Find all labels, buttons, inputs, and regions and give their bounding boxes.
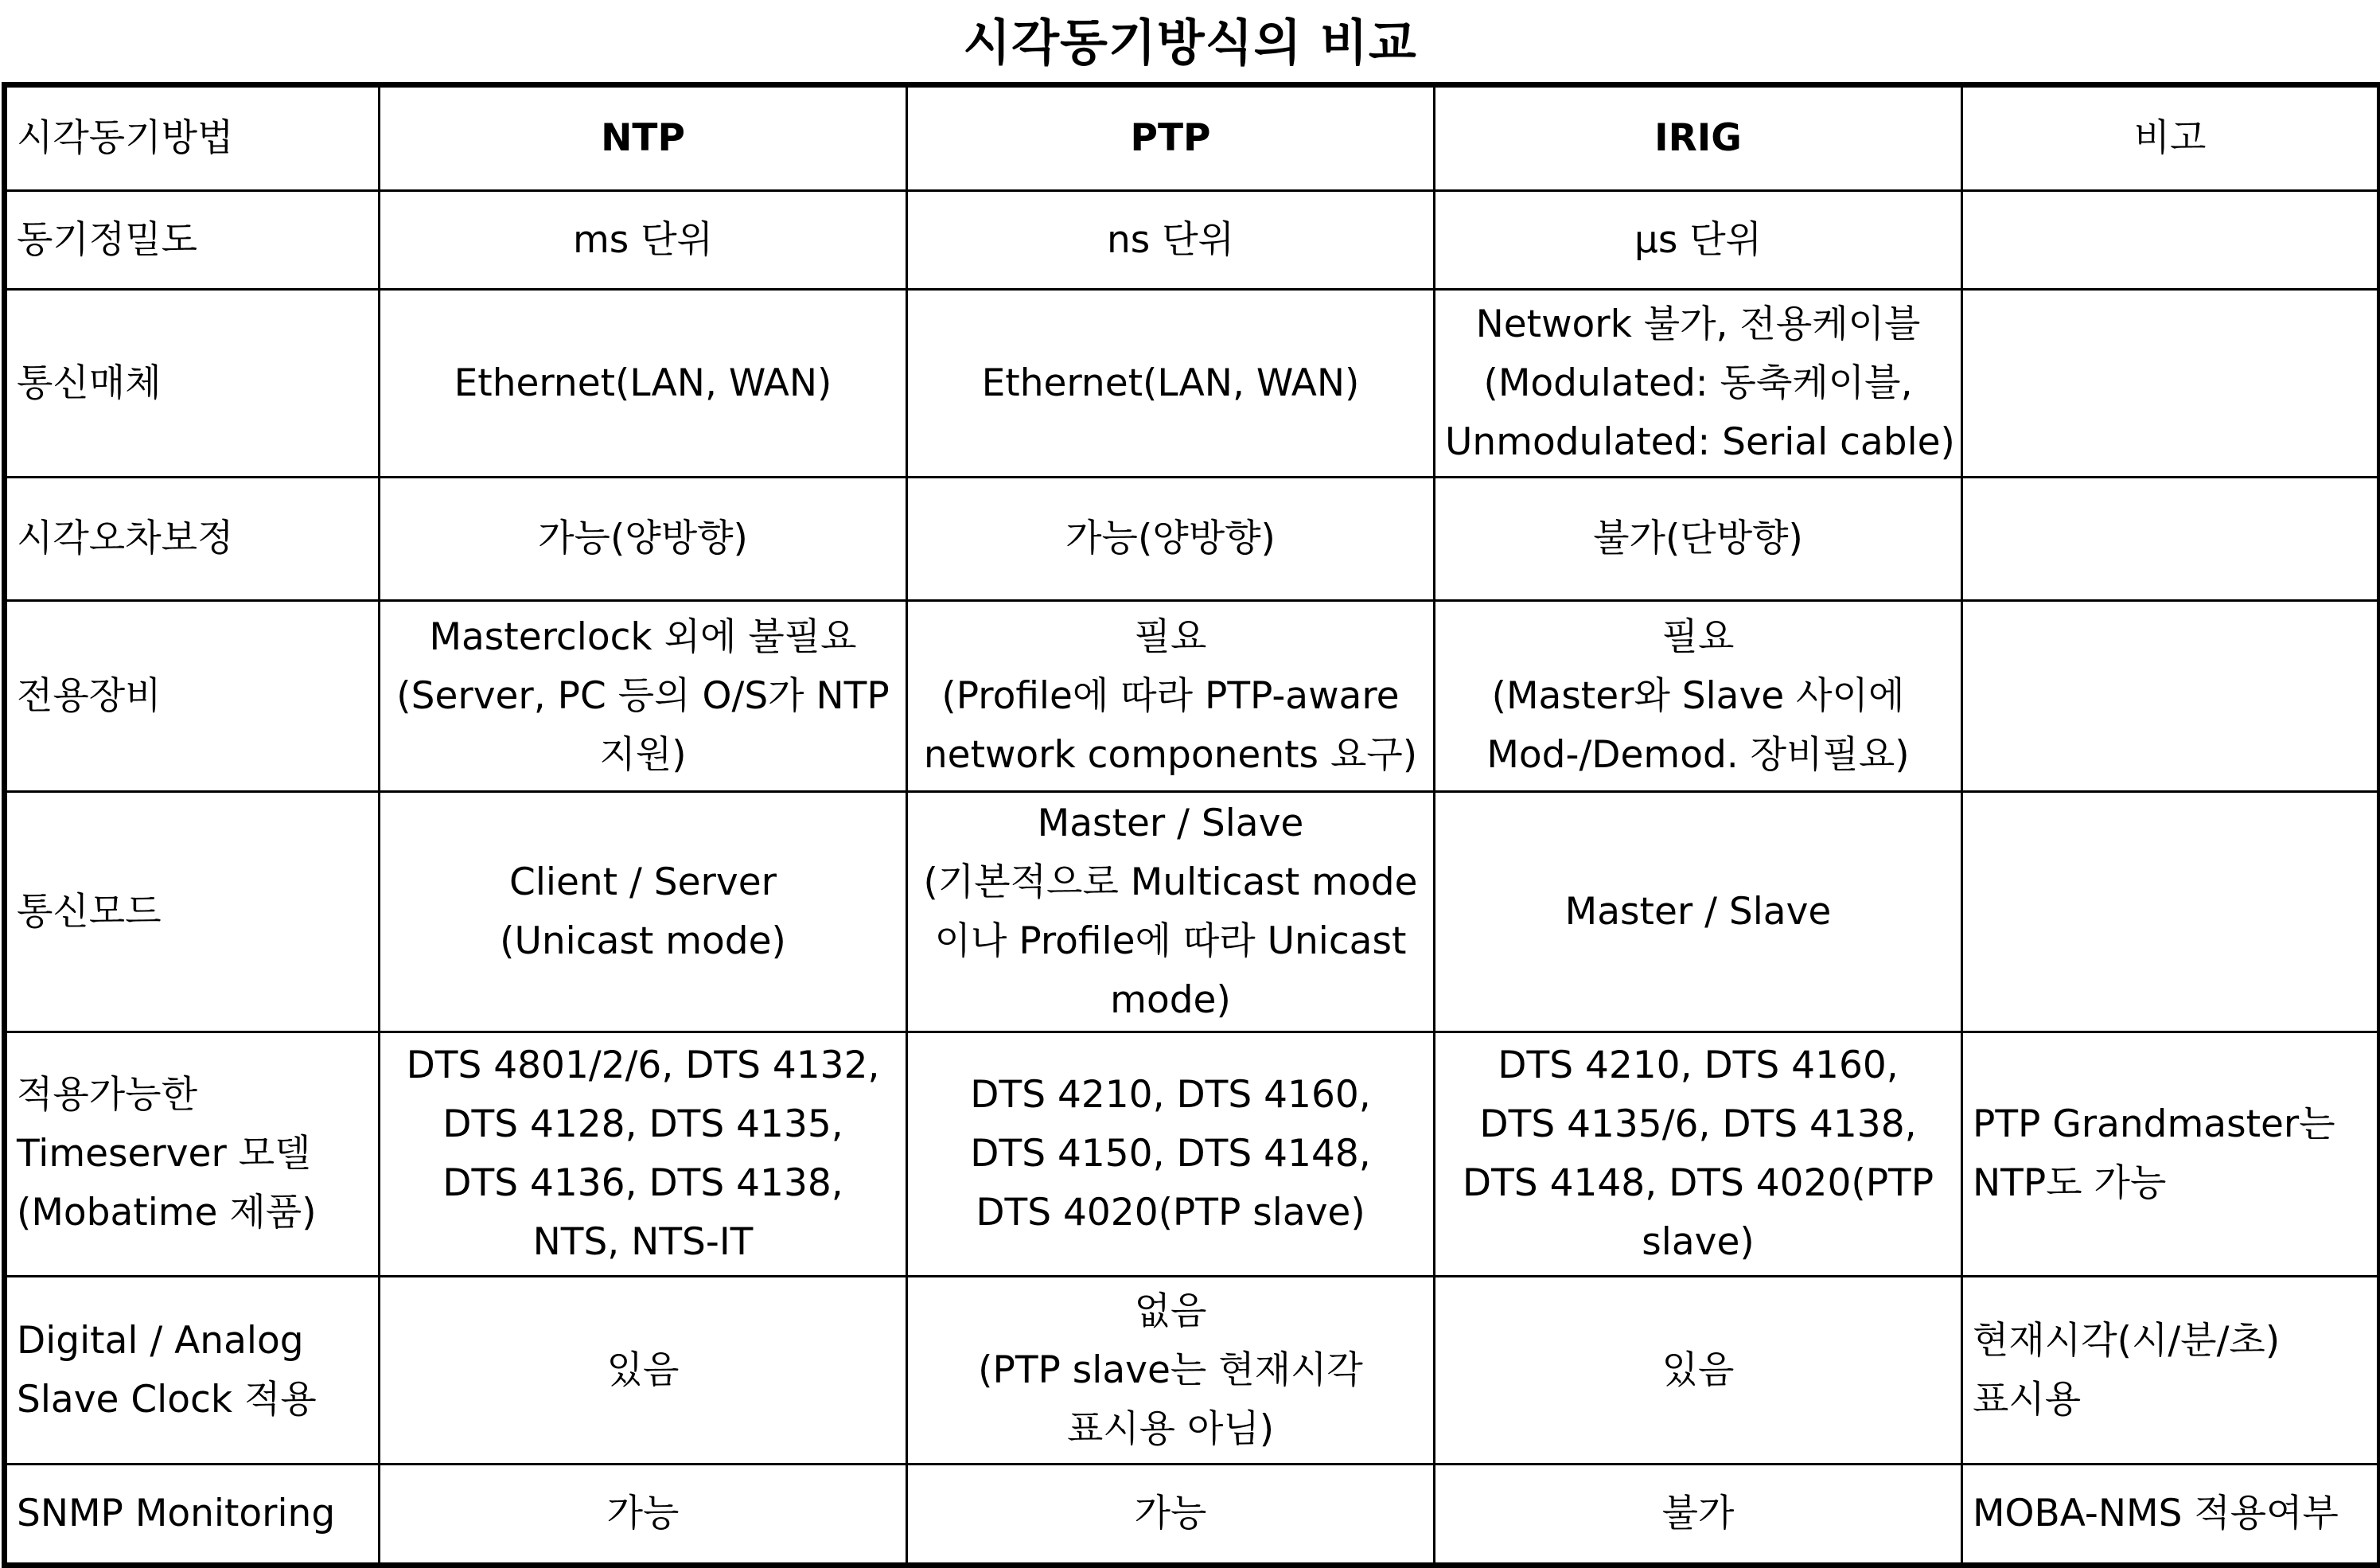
cell-text-line: 불가 [1661,1492,1735,1535]
cell-text-line: network components 요구) [923,732,1418,777]
cell-text-line: DTS 4020(PTP slave) [976,1191,1365,1235]
cell-text-line: 시각오차보정 [17,517,234,560]
table-row [5,1032,2380,1277]
cell-text-line: DTS 4210, DTS 4160, [1498,1043,1899,1087]
comparison-table [2,82,2380,1568]
cell-text-line: 통신매체 [17,361,162,405]
cell-text-line: DTS 4148, DTS 4020(PTP [1462,1161,1934,1205]
cell-text-line: NTP도 가능 [1973,1161,2167,1205]
cell-text-line: 지원) [599,732,687,777]
table-row [5,792,2380,1032]
cell-text-line: NTS, NTS-IT [532,1220,754,1264]
ptp-cell [907,191,1435,290]
cell-text-line: 현재시각(시/분/초) [1973,1318,2281,1363]
table-row [5,1277,2380,1465]
note-cell [1962,478,2380,601]
irig-cell [1435,290,1962,478]
irig-cell [1435,1465,1962,1566]
ptp-cell [907,601,1435,792]
note-cell [1962,601,2380,792]
header-cell-ptp: PTP [907,85,1435,191]
note-cell [1962,1277,2380,1465]
cell-text-line: (PTP slave는 현재시각 [978,1348,1363,1392]
cell-text-line: (Mobatime 제품) [17,1191,317,1235]
row-label-cell [5,792,380,1032]
ntp-cell [380,1465,907,1566]
cell-text-line: MOBA-NMS 적용여부 [1973,1492,2339,1535]
note-cell [1962,1465,2380,1566]
header-row [5,85,2380,191]
note-cell [1962,1032,2380,1277]
cell-text-line: DTS 4150, DTS 4148, [970,1132,1371,1176]
cell-text-line: ns 단위 [1106,217,1235,262]
cell-text-line: 없음 [1134,1289,1207,1333]
cell-text-line: Master / Slave [1037,801,1304,845]
cell-text-line: Ethernet(LAN, WAN) [454,361,832,405]
cell-text-line: 있음 [1661,1348,1735,1392]
cell-text-line: (Unicast mode) [500,919,786,963]
cell-text-line: DTS 4135/6, DTS 4138, [1479,1102,1917,1146]
table-row [5,601,2380,792]
irig-cell [1435,1032,1962,1277]
header-cell-irig: IRIG [1435,85,1962,191]
table-row [5,191,2380,290]
note-cell [1962,290,2380,478]
cell-text-line: DTS 4801/2/6, DTS 4132, [406,1043,880,1087]
cell-text-line: 필요 [1134,614,1207,659]
ptp-cell [907,1032,1435,1277]
cell-text-line: Ethernet(LAN, WAN) [981,361,1360,405]
ntp-cell [380,601,907,792]
ntp-cell [380,290,907,478]
row-label-cell [5,601,380,792]
cell-text-line: (기본적으로 Multicast mode [923,860,1418,904]
row-label-cell [5,478,380,601]
cell-text-line: 필요 [1661,614,1735,659]
ntp-cell [380,1277,907,1465]
cell-text-line: (Modulated: 동축케이블, [1483,361,1913,405]
cell-text-line: 가능 [606,1492,680,1535]
ptp-cell [907,1465,1435,1566]
header-cell-method: 시각동기방법 [5,85,380,191]
ptp-cell [907,290,1435,478]
irig-cell [1435,792,1962,1032]
irig-cell [1435,601,1962,792]
cell-text-line: 통신모드 [17,889,162,934]
cell-text-line: Client / Server [509,860,777,904]
cell-text-line: DTS 4136, DTS 4138, [442,1161,843,1205]
cell-text-line: DTS 4210, DTS 4160, [970,1073,1371,1117]
irig-cell [1435,478,1962,601]
row-label-cell [5,1277,380,1465]
irig-cell [1435,191,1962,290]
cell-text-line: Network 불가, 전용케이블 [1475,302,1921,346]
cell-text-line: Masterclock 외에 불필요 [429,614,857,659]
page-title: 시각동기방식의 비교 [963,14,1417,72]
cell-text-line: ms 단위 [572,217,713,262]
ptp-cell [907,478,1435,601]
note-cell [1962,792,2380,1032]
cell-text-line: Unmodulated: Serial cable) [1445,419,1955,464]
ntp-cell [380,478,907,601]
cell-text-line: µs 단위 [1634,217,1763,262]
cell-text-line: 이나 Profile에 따라 Unicast [934,919,1407,963]
cell-text-line: SNMP Monitoring [17,1492,336,1535]
irig-cell [1435,1277,1962,1465]
cell-text-line: 불가(단방향) [1593,517,1803,560]
cell-text-line: 표시용 아님) [1066,1406,1275,1451]
header-cell-note: 비고 [1962,85,2380,191]
row-label-cell [5,290,380,478]
cell-text-line: Timeserver 모델 [17,1132,311,1176]
cell-text-line: 가능(양방향) [1065,517,1276,560]
cell-text-line: 적용가능한 [17,1073,198,1117]
ntp-cell [380,191,907,290]
cell-text-line: 있음 [606,1348,680,1392]
note-cell [1962,191,2380,290]
cell-text-line: mode) [1110,977,1231,1022]
cell-text-line: (Server, PC 등의 O/S가 NTP [396,673,890,718]
table-row [5,478,2380,601]
cell-text-line: 표시용 [1973,1377,2082,1422]
cell-text-line: (Master와 Slave 사이에 [1491,673,1905,718]
cell-text-line: Mod-/Demod. 장비필요) [1486,732,1910,777]
row-label-cell [5,1465,380,1566]
ptp-cell [907,792,1435,1032]
cell-text-line: 동기정밀도 [17,217,198,262]
cell-text-line: slave) [1642,1220,1755,1264]
cell-text-line: DTS 4128, DTS 4135, [442,1102,843,1146]
cell-text-line: 전용장비 [17,673,162,718]
table-row [5,1465,2380,1566]
cell-text-line: PTP Grandmaster는 [1973,1102,2335,1146]
header-cell-ntp: NTP [380,85,907,191]
cell-text-line: 가능(양방향) [538,517,748,560]
cell-text-line: (Profile에 따라 PTP-aware [941,673,1400,718]
row-label-cell [5,191,380,290]
ntp-cell [380,792,907,1032]
cell-text-line: Master / Slave [1564,889,1832,934]
ntp-cell [380,1032,907,1277]
ptp-cell [907,1277,1435,1465]
cell-text-line: Digital / Analog [17,1318,304,1363]
row-label-cell [5,1032,380,1277]
table-row [5,290,2380,478]
cell-text-line: Slave Clock 적용 [17,1377,317,1422]
cell-text-line: 가능 [1134,1492,1207,1535]
